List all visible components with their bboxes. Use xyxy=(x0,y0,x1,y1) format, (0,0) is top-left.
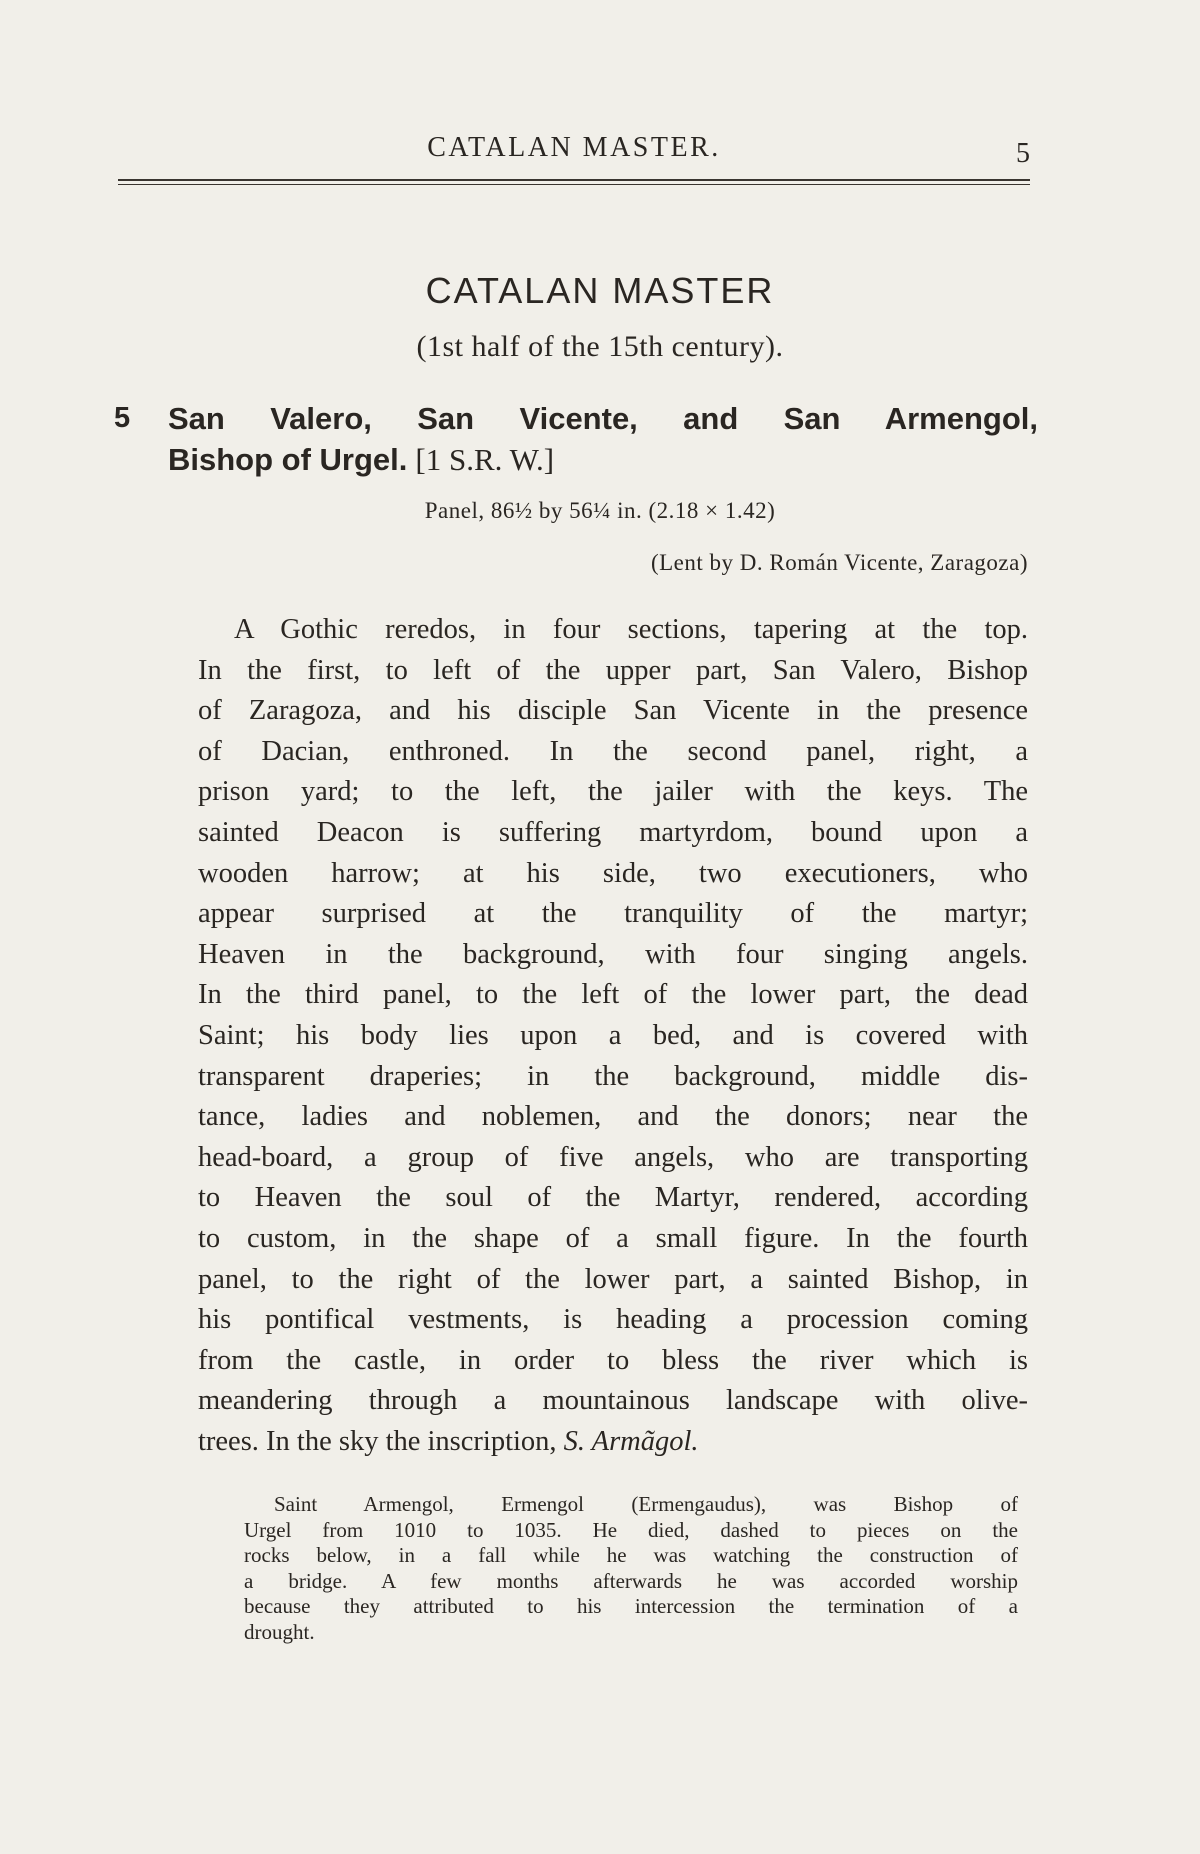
description-line: sainted Deacon is suffering martyrdom, bound upon a xyxy=(198,816,1028,848)
description-line: meandering through a mountainous landscape with olive- xyxy=(198,1385,1028,1417)
section-title: CATALAN MASTER xyxy=(425,270,775,311)
section-subtitle: (1st half of the 15th century). xyxy=(416,330,784,363)
description-line: his pontifical vestments, is heading a procession coming xyxy=(198,1304,1028,1336)
page-number: 5 xyxy=(1016,138,1030,169)
running-head xyxy=(118,132,1030,172)
footnote-line: a bridge. A few months afterwards he was accorded worship xyxy=(244,1568,1018,1593)
description-line: Saint; his body lies upon a bed, and is covered with xyxy=(198,1019,1028,1051)
footnote xyxy=(244,1492,1018,1646)
entry-title-line-2-text: Bishop of Urgel. xyxy=(168,442,408,477)
entry-title xyxy=(168,398,1038,480)
description-line: from the castle, in order to bless the river which is xyxy=(198,1344,1028,1376)
description-line: wooden harrow; at his side, two executioners, who xyxy=(198,857,1028,889)
description-paragraph xyxy=(198,610,1028,1462)
description-line: In the first, to left of the upper part, San Valero, Bishop xyxy=(198,654,1028,686)
footnote-line: Urgel from 1010 to 1035. He died, dashed to pieces on the xyxy=(244,1517,1018,1542)
description-line: A Gothic reredos, in four sections, tapering at the top. xyxy=(234,614,1028,645)
description-last-line-text: trees. In the sky the inscription, xyxy=(198,1425,557,1457)
header-rule-thick xyxy=(118,179,1030,181)
description-line: head-board, a group of five angels, who are transporting xyxy=(198,1141,1028,1173)
footnote-line: rocks below, in a fall while he was watching the construction of xyxy=(244,1543,1018,1568)
entry-code: [1 S.R. W.] xyxy=(415,442,555,477)
running-title: CATALAN MASTER. xyxy=(427,132,721,163)
description-line: to custom, in the shape of a small figure. In the fourth xyxy=(198,1222,1028,1254)
description-line: In the third panel, to the left of the lower part, the dead xyxy=(198,979,1028,1011)
entry-dimensions: Panel, 86½ by 56¼ in. (2.18 × 1.42) xyxy=(424,498,776,523)
entry-title-line-2 xyxy=(168,439,1038,480)
description-line: panel, to the right of the lower part, a sainted Bishop, in xyxy=(198,1263,1028,1295)
footnote-line: Saint Armengol, Ermengol (Ermengaudus), was Bishop of xyxy=(274,1492,1018,1516)
entry-number: 5 xyxy=(114,402,131,434)
header-rule-thin xyxy=(118,184,1030,185)
description-line: to Heaven the soul of the Martyr, rendered, according xyxy=(198,1182,1028,1214)
entry-title-line-1: San Valero, San Vicente, and San Armengol, xyxy=(168,401,1038,436)
description-last-line xyxy=(198,1422,1028,1463)
footnote-line: because they attributed to his intercession the termination of a xyxy=(244,1594,1018,1619)
description-line: appear surprised at the tranquility of the martyr; xyxy=(198,898,1028,930)
inscription: S. Armãgol. xyxy=(563,1425,699,1457)
description-line: of Zaragoza, and his disciple San Vicente in the presence xyxy=(198,695,1028,727)
footnote-line: drought. xyxy=(244,1619,315,1644)
description-line: prison yard; to the left, the jailer with the keys. The xyxy=(198,776,1028,808)
description-line: of Dacian, enthroned. In the second panel, right, a xyxy=(198,735,1028,767)
description-line: Heaven in the background, with four singing angels. xyxy=(198,938,1028,970)
description-line: tance, ladies and noblemen, and the donors; near the xyxy=(198,1101,1028,1133)
entry-lender: (Lent by D. Román Vicente, Zaragoza) xyxy=(650,550,1028,575)
description-line: transparent draperies; in the background, middle dis- xyxy=(198,1060,1028,1092)
